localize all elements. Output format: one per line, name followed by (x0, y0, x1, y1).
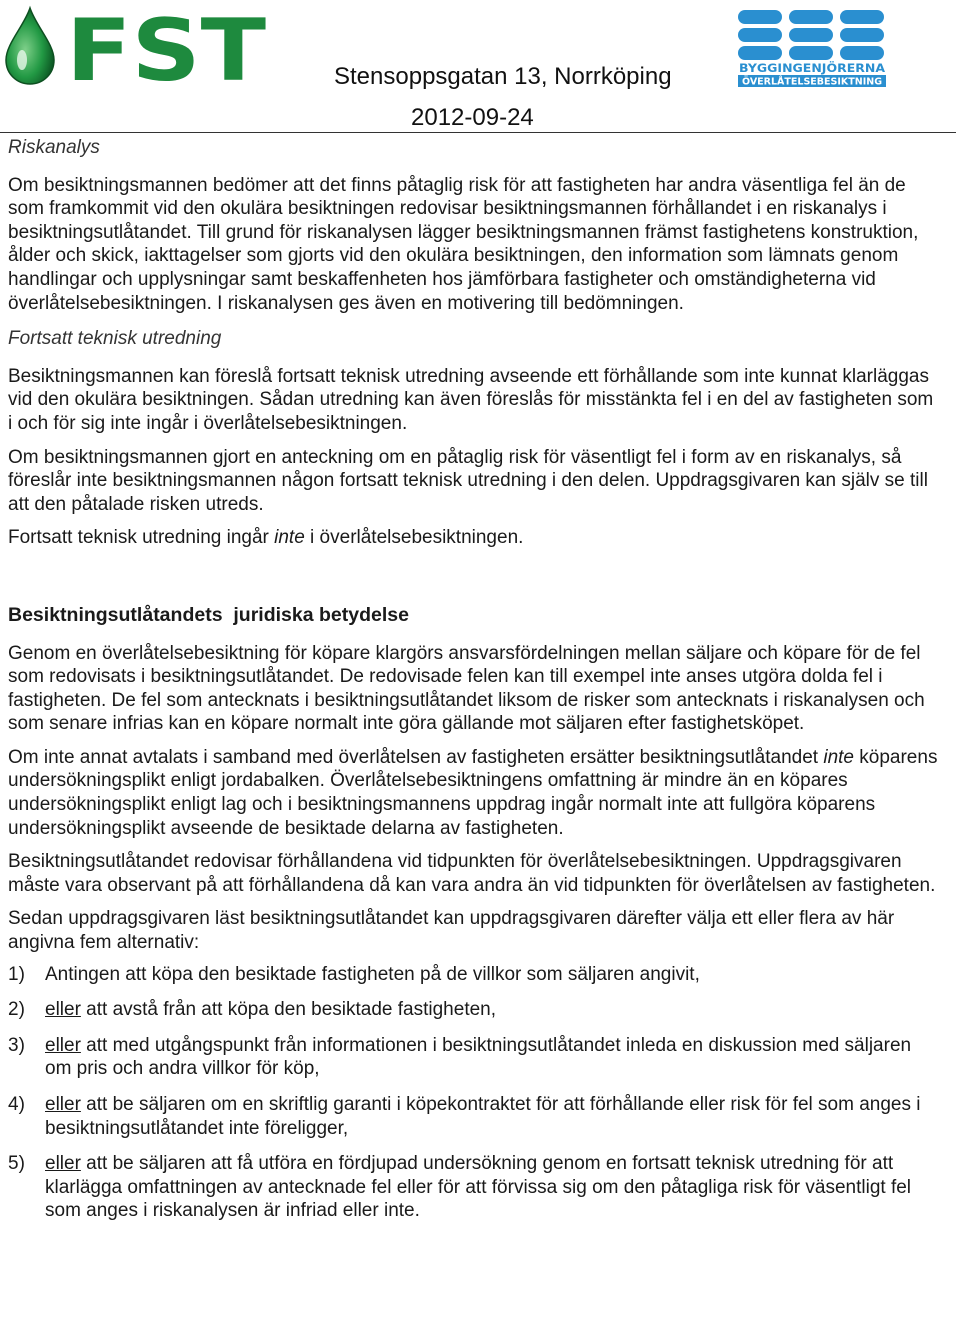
alternatives-list (8, 963, 938, 1223)
juridiska-paragraph-1: Genom en överlåtelsebesiktning för köpare klargörs ansvarsfördelningen mellan säljare och köpare för de fel som redovisats i besiktningsutlåtandet. De redovisade felen kan till exempel inte anses utgöra dolda fel i fastigheten. De fel som antecknats i besiktningsutlåtandet liksom de risker som antecknats i riskanalysen och som senare infrias kan en köpare normalt inte göra gällande mot säljaren efter fastighetsköpet. (8, 642, 925, 735)
document-body (8, 136, 938, 1223)
fortsatt-heading: Fortsatt teknisk utredning (8, 328, 222, 350)
page-header (0, 0, 960, 134)
list-text: eller att be säljaren om en skriftlig garanti i köpekontraktet för att förhållande eller risk för fel som anges i besiktningsutlåtandet inte föreligger, (45, 1094, 921, 1139)
list-number: 2) (8, 999, 25, 1021)
header-date: 2012-09-24 (411, 104, 534, 131)
drop-icon (6, 8, 54, 84)
emphasis-inte: inte (823, 746, 854, 768)
list-item (8, 998, 938, 1022)
fortsatt-paragraph-1: Besiktningsmannen kan föreslå fortsatt teknisk utredning avseende ett förhållande som inte kunnat klarläggas vid den okulära besiktningen. Sådan utredning kan även föreslås för misstänkta fel i en del av fastigheten som i och för sig inte ingår i överlåtelsebesiktningen. (8, 365, 934, 434)
header-divider (0, 132, 956, 133)
list-number: 1) (8, 963, 25, 985)
list-number: 5) (8, 1153, 25, 1175)
juridiska-paragraph-3: Besiktningsutlåtandet redovisar förhållandena vid tidpunkten för överlåtelsebesiktningen. Uppdragsgivaren måste vara observant på att förhållandena då kan vara andra än vid tidpunkten för överlåtelsen av fastigheten. (8, 851, 936, 896)
riskanalys-heading: Riskanalys (8, 137, 100, 158)
fortsatt-paragraph-3: Fortsatt teknisk utredning ingår inte i överlåtelsebesiktningen. (8, 527, 524, 549)
fst-logo (2, 4, 270, 86)
emphasis-inte: inte (274, 527, 305, 549)
list-text: eller att be säljaren att få utföra en fördjupad undersökning genom en fortsatt teknisk utredning för att klarlägga omfattningen av antecknade fel eller för att förvissa sig om den påtagliga risk för väsentligt fel som anges i riskanalysen är infriad eller inte. (45, 1153, 912, 1222)
sbr-logo-line1: BYGGINGENJÖRERNA (739, 61, 874, 75)
list-item (8, 963, 938, 987)
list-number: 3) (8, 1034, 25, 1056)
juridiska-paragraph-4: Sedan uppdragsgivaren läst besiktningsutlåtandet kan uppdragsgivaren därefter välja ett eller flera av här angivna fem alternativ: (8, 908, 895, 954)
list-number: 4) (8, 1094, 25, 1115)
sbr-logo (736, 8, 888, 88)
list-item (8, 1034, 938, 1081)
list-text: eller att avstå från att köpa den besiktade fastigheten, (45, 999, 497, 1021)
header-address: Stensoppsgatan 13, Norrköping (334, 63, 672, 90)
riskanalys-paragraph: Om besiktningsmannen bedömer att det finns påtaglig risk för att fastigheten har andra väsentliga fel än de som framkommit vid den okulära besiktningen redovisar besiktningsmannen förhållandet i en riskanalys i besiktningsutlåtandet. Till grund för riskanalysen lägger besiktningsmannen främst fastighetens konstruktion, ålder och skick, iakttagelser som gjorts vid den okulära besiktningen, den information som lämnats genom handlingar och upplysningar samt beskaffenheten hos jämförbara fastigheter och omständigheterna vid överlåtelsebesiktningen. I riskanalysen ges även en motivering till bedömningen. (8, 174, 919, 314)
list-item (8, 1093, 938, 1140)
fst-logo-text: FST (66, 4, 267, 86)
juridiska-paragraph-2: Om inte annat avtalats i samband med överlåtelsen av fastigheten ersätter besiktningsutlåtandet inte köparens undersökningsplikt enligt jordabalken. Överlåtelsebesiktningens omfattning är mindre än en köpares undersökningsplikt enligt lag och i besiktningsmannens uppdrag ingår normalt inte att fullgöra köparens undersökningsplikt avseende de besiktade delarna av fastigheten. (8, 746, 938, 839)
sbr-logo-line2: ÖVERLÅTELSEBESIKTNING (742, 76, 883, 88)
fortsatt-paragraph-2: Om besiktningsmannen gjort en anteckning om en påtaglig risk för väsentligt fel i form av en riskanalys, så föreslår inte besiktningsmannen någon fortsatt teknisk utredning i den delen. Uppdragsgivaren kan själv se till att den påtalade risken utreds. (8, 446, 928, 515)
juridiska-heading: Besiktningsutlåtandets juridiska betydelse (8, 603, 409, 626)
list-item (8, 1152, 938, 1223)
list-text: Antingen att köpa den besiktade fastigheten på de villkor som säljaren angivit, (45, 963, 700, 985)
list-text: eller att med utgångspunkt från informationen i besiktningsutlåtandet inleda en diskussion med säljaren om pris och andra villkor för köp, (45, 1034, 912, 1080)
